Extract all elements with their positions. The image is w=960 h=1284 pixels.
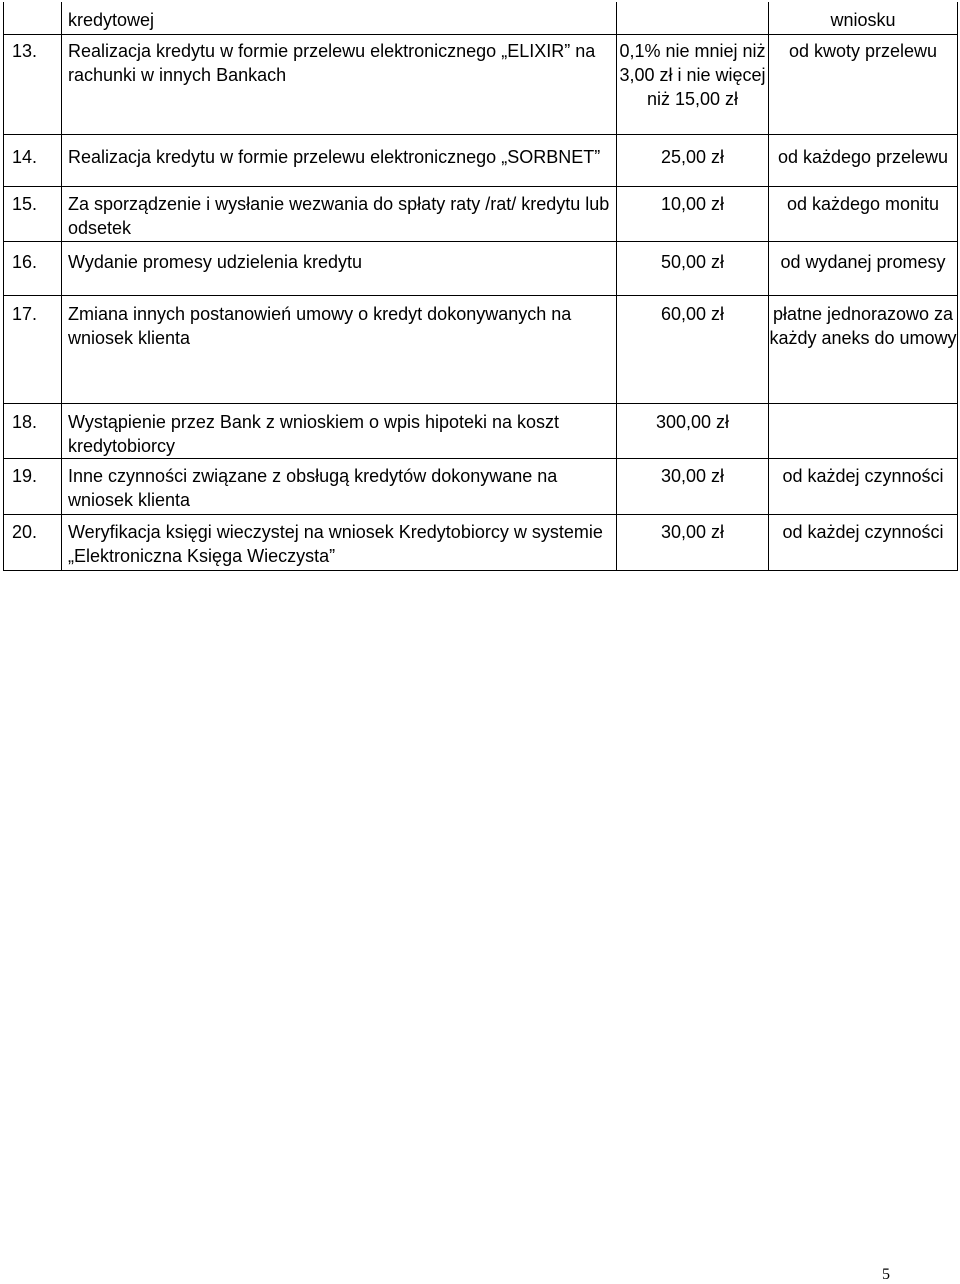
note-cell (769, 34, 958, 134)
row-number-cell (4, 241, 62, 295)
page-number: 5 (882, 1266, 890, 1283)
description-cell (62, 134, 617, 186)
row-note: od kwoty przelewu (788, 40, 938, 61)
row-description: Weryfikacja księgi wieczystej na wniosek Kredytobiorcy w systemie „Elektroniczna Księga Wieczysta” (68, 521, 603, 566)
row-number: 19. (12, 465, 38, 486)
row-number-cell (4, 295, 62, 403)
row-description: Wydanie promesy udzielenia kredytu (68, 251, 362, 272)
row-note: od każdego przelewu (777, 146, 949, 167)
row-number-cell (4, 514, 62, 570)
row-amount: 60,00 zł (660, 303, 725, 324)
amount-cell (617, 295, 769, 403)
row-note: od wydanej promesy (780, 251, 946, 272)
row-description: Realizacja kredytu w formie przelewu elektronicznego „SORBNET” (68, 146, 601, 167)
description-cell (62, 241, 617, 295)
note-cell (769, 295, 958, 403)
row-number: 20. (12, 521, 38, 542)
amount-cell (617, 514, 769, 570)
table-row (4, 514, 958, 570)
table-row (4, 295, 958, 403)
row-amount: 300,00 zł (655, 411, 730, 432)
row-number-cell (4, 2, 62, 34)
row-note: od każdego monitu (786, 193, 940, 214)
row-amount: 0,1% nie mniej niż 3,00 zł i nie więcej niż 15,00 zł (619, 40, 766, 109)
row-number: 14. (12, 146, 38, 167)
note-cell (769, 186, 958, 241)
description-cell (62, 295, 617, 403)
row-number: 15. (12, 193, 38, 214)
description-cell (62, 458, 617, 514)
row-note: płatne jednorazowo za każdy aneks do umowy (769, 303, 957, 348)
table-row-continued (4, 2, 958, 34)
row-amount: 25,00 zł (660, 146, 725, 167)
note-cell (769, 514, 958, 570)
description-cell (62, 186, 617, 241)
row-note: od każdej czynności (782, 465, 944, 486)
row-number: 13. (12, 40, 38, 61)
amount-cell (617, 458, 769, 514)
table-row (4, 134, 958, 186)
row-description: kredytowej (68, 10, 155, 30)
row-number: 16. (12, 251, 38, 272)
amount-cell (617, 134, 769, 186)
row-number: 18. (12, 411, 38, 432)
description-cell (62, 2, 617, 34)
amount-cell (617, 34, 769, 134)
amount-cell (617, 403, 769, 458)
table-row (4, 241, 958, 295)
note-cell (769, 458, 958, 514)
table-row (4, 403, 958, 458)
description-cell (62, 34, 617, 134)
row-amount: 30,00 zł (660, 465, 725, 486)
row-number: 17. (12, 303, 38, 324)
note-cell (769, 134, 958, 186)
table-row (4, 458, 958, 514)
row-description: Inne czynności związane z obsługą kredytów dokonywane na wniosek klienta (68, 465, 558, 510)
row-description: Realizacja kredytu w formie przelewu elektronicznego „ELIXIR” na rachunki w innych Bankach (68, 40, 596, 85)
row-description: Za sporządzenie i wysłanie wezwania do spłaty raty /rat/ kredytu lub odsetek (68, 193, 610, 238)
description-cell (62, 403, 617, 458)
table-row (4, 186, 958, 241)
amount-cell (617, 241, 769, 295)
note-cell (769, 403, 958, 458)
row-amount: 30,00 zł (660, 521, 725, 542)
table-row (4, 34, 958, 134)
row-description: Zmiana innych postanowień umowy o kredyt dokonywanych na wniosek klienta (68, 303, 572, 348)
row-amount: 10,00 zł (660, 193, 725, 214)
row-number-cell (4, 458, 62, 514)
row-note: od każdej czynności (782, 521, 944, 542)
row-description: Wystąpienie przez Bank z wnioskiem o wpis hipoteki na koszt kredytobiorcy (68, 411, 560, 456)
fee-table (3, 2, 958, 571)
row-number-cell (4, 403, 62, 458)
note-cell (769, 2, 958, 34)
amount-cell (617, 2, 769, 34)
row-note: wniosku (830, 10, 896, 30)
note-cell (769, 241, 958, 295)
row-number-cell (4, 34, 62, 134)
description-cell (62, 514, 617, 570)
row-number-cell (4, 186, 62, 241)
row-amount: 50,00 zł (660, 251, 725, 272)
amount-cell (617, 186, 769, 241)
row-number-cell (4, 134, 62, 186)
